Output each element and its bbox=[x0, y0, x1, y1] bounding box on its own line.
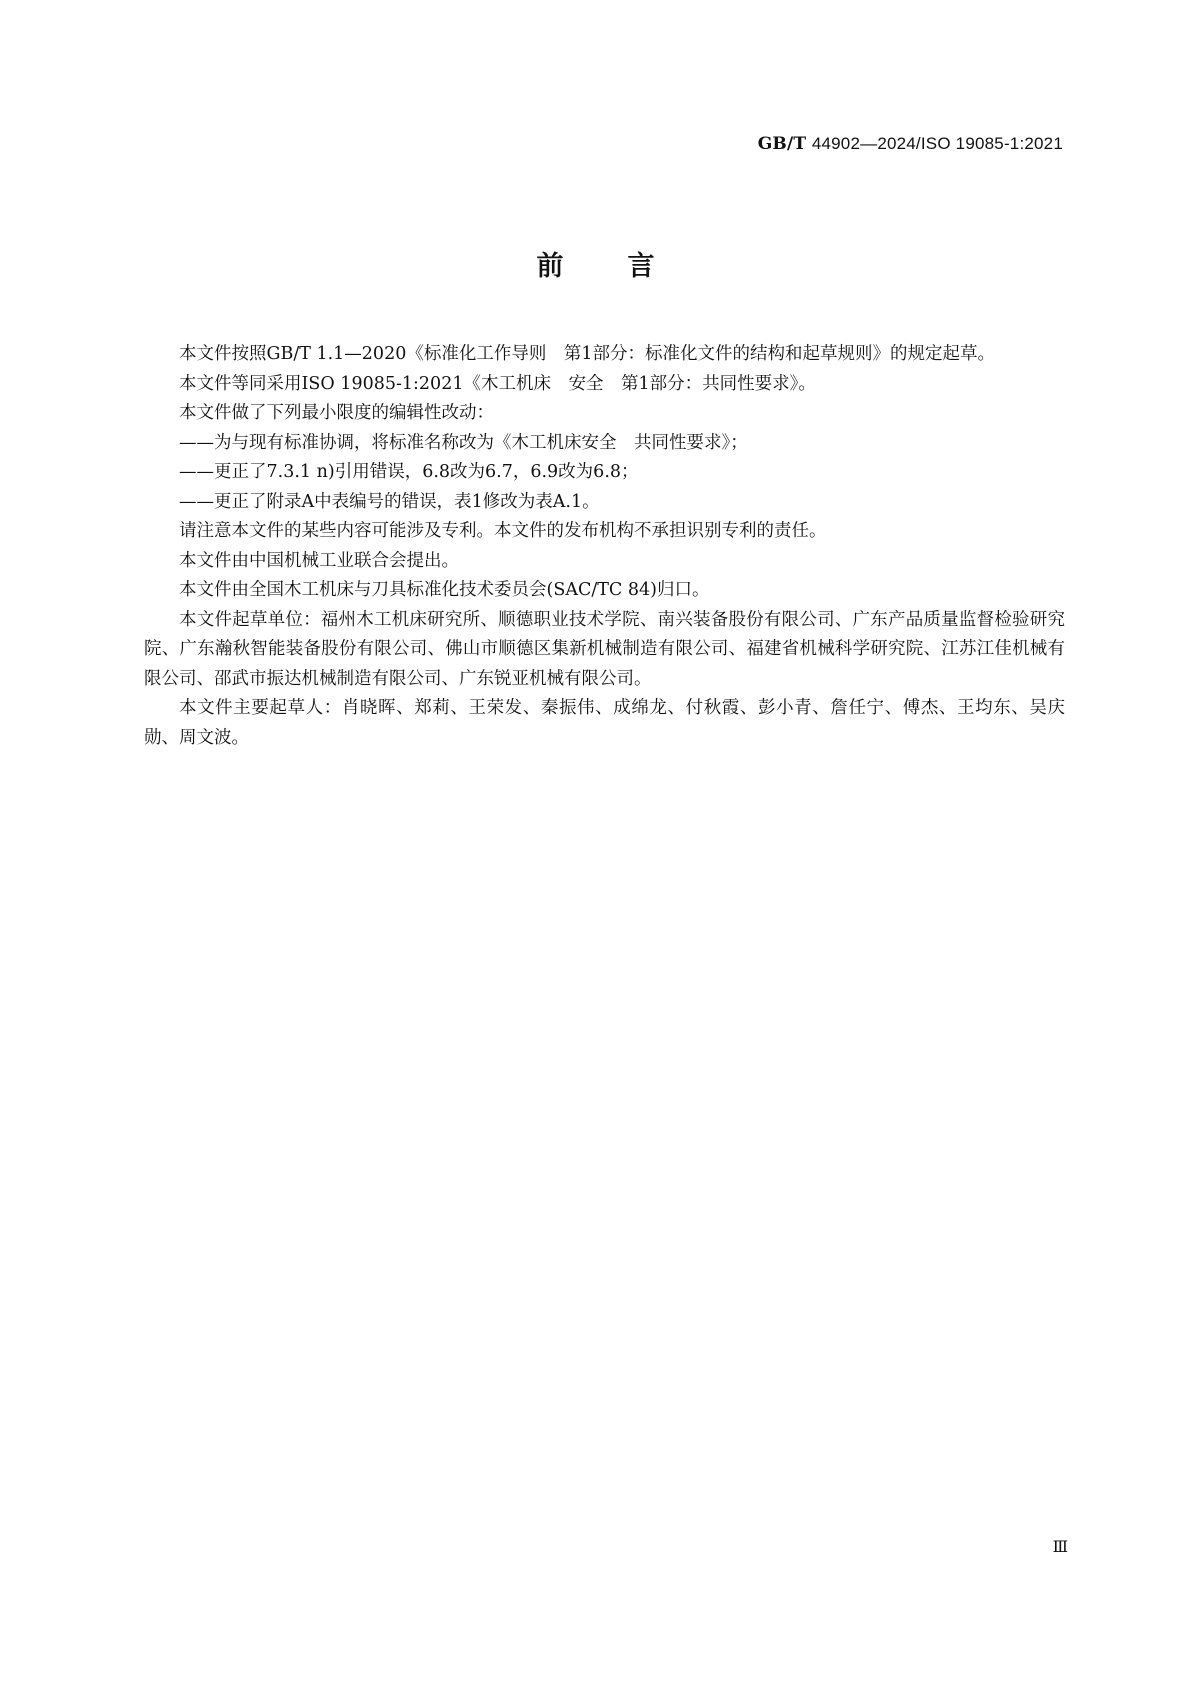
standard-code-prefix: GB/T bbox=[757, 134, 807, 154]
paragraph-drafters: 本文件主要起草人：肖晓晖、郑莉、王荣发、秦振伟、成绵龙、付秋霞、彭小青、詹任宁、傅杰、王均东、吴庆勋、周文波。 bbox=[144, 698, 1065, 748]
paragraph-technical-committee: 本文件由全国木工机床与刀具标准化技术委员会(SAC/TC 84)归口。 bbox=[179, 580, 710, 600]
page-title: 前言 bbox=[536, 251, 719, 282]
list-item-change-2: ——更正了7.3.1 n)引用错误，6.8改为6.7，6.9改为6.8； bbox=[179, 462, 639, 482]
standard-code bbox=[758, 134, 1063, 154]
paragraph-editorial-changes: 本文件做了下列最小限度的编辑性改动： bbox=[179, 403, 494, 423]
foreword-body bbox=[144, 340, 1065, 753]
standard-code-rest: 44902—2024/ISO 19085-1:2021 bbox=[811, 134, 1063, 153]
list-item-change-3: ——更正了附录A中表编号的错误，表1修改为表A.1。 bbox=[179, 491, 600, 512]
paragraph-patent-notice: 请注意本文件的某些内容可能涉及专利。本文件的发布机构不承担识别专利的责任。 bbox=[179, 521, 827, 541]
paragraph-proposer: 本文件由中国机械工业联合会提出。 bbox=[179, 550, 459, 571]
page-number: Ⅲ bbox=[1052, 1537, 1068, 1556]
list-item-change-1: ——为与现有标准协调，将标准名称改为《木工机床安全 共同性要求》； bbox=[179, 432, 748, 453]
paragraph-drafting-rules: 本文件按照GB/T 1.1—2020《标准化工作导则 第1部分：标准化文件的结构和起草规则》的规定起草。 bbox=[179, 344, 995, 364]
paragraph-iso-adoption: 本文件等同采用ISO 19085-1:2021《木工机床 安全 第1部分：共同性要求》。 bbox=[179, 373, 816, 394]
paragraph-drafting-units: 本文件起草单位：福州木工机床研究所、顺德职业技术学院、南兴装备股份有限公司、广东产品质量监督检验研究院、广东瀚秋智能装备股份有限公司、佛山市顺德区集新机械制造有限公司、福建省机械科学研究院、江苏江佳机械有限公司、邵武市振达机械制造有限公司、广东锐亚机械有限公司。 bbox=[144, 609, 1065, 689]
